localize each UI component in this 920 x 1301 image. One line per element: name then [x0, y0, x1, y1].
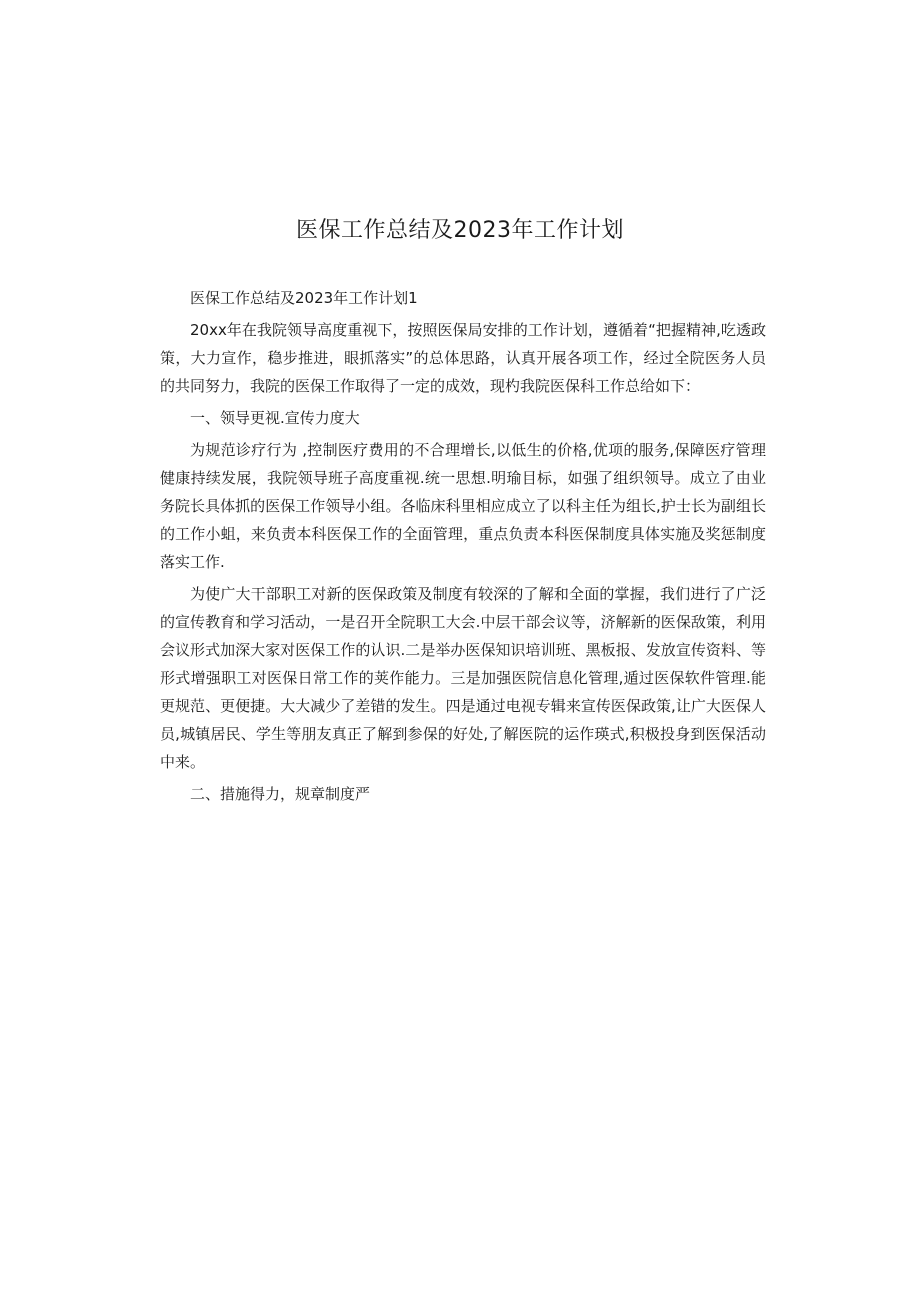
section-1-paragraph-1: 为规范诊疗行为 ,控制医疗费用的不合理增长,以低生的价格,优项的服务,保障医疗管理健康持续发展，我院领导班子高度重视.统一思想.明瑜目标，如强了组织领导。成立了由业务院长具体抓的医保工作领导小组。各临床科里相应成立了以科主任为组长,护士长为副组长的工作小蛆，来负责本科医保工作的全面管理，重点负责本科医保制度具体实施及奖惩制度落实工作.	[160, 441, 766, 571]
intro-paragraph: 20xx年在我院领导高度重视下，按照医保局安排的工作计划，遵循着“把握精神,吃透政策，大力宣作，稳步推进，眼抓落实”的总体思路，认真开展各项工作，经过全院医务人员的共同努力，我院的医保工作取得了一定的成效，现杓我院医保科工作总给如下：	[160, 321, 766, 395]
document-body	[160, 284, 766, 812]
document-subtitle: 医保工作总结及2023年工作计划1	[190, 289, 418, 307]
page-title: 医保工作总结及2023年工作计划	[296, 218, 624, 243]
section-1-paragraph-2: 为使广大干部职工对新的医保政策及制度有较深的了解和全面的掌握，我们进行了广泛的宣传教育和学习活动，一是召开全院职工大会.中层干部会议等，济解新的医保敌策，利用会议形式加深大家对医保工作的认识.二是举办医保知识培训班、黑板报、发放宣传资料、等形式增强职工对医保日常工作的荚作能力。三是加强医院信息化管理,遁过医保软件管理.能更规范、更便捷。大大减少了差错的发生。四是通过电视专辑来宣传医保政策,让广大医保人员,城镇居民、学生等朋友真正了解到参保的好处,了解医院的运作瑛式,积极投身到医保活动中来。	[160, 585, 766, 771]
section-heading-1: 一、领导更视.宣传力度大	[190, 409, 360, 427]
section-heading-2: 二、措施得力，规章制度严	[190, 785, 371, 803]
